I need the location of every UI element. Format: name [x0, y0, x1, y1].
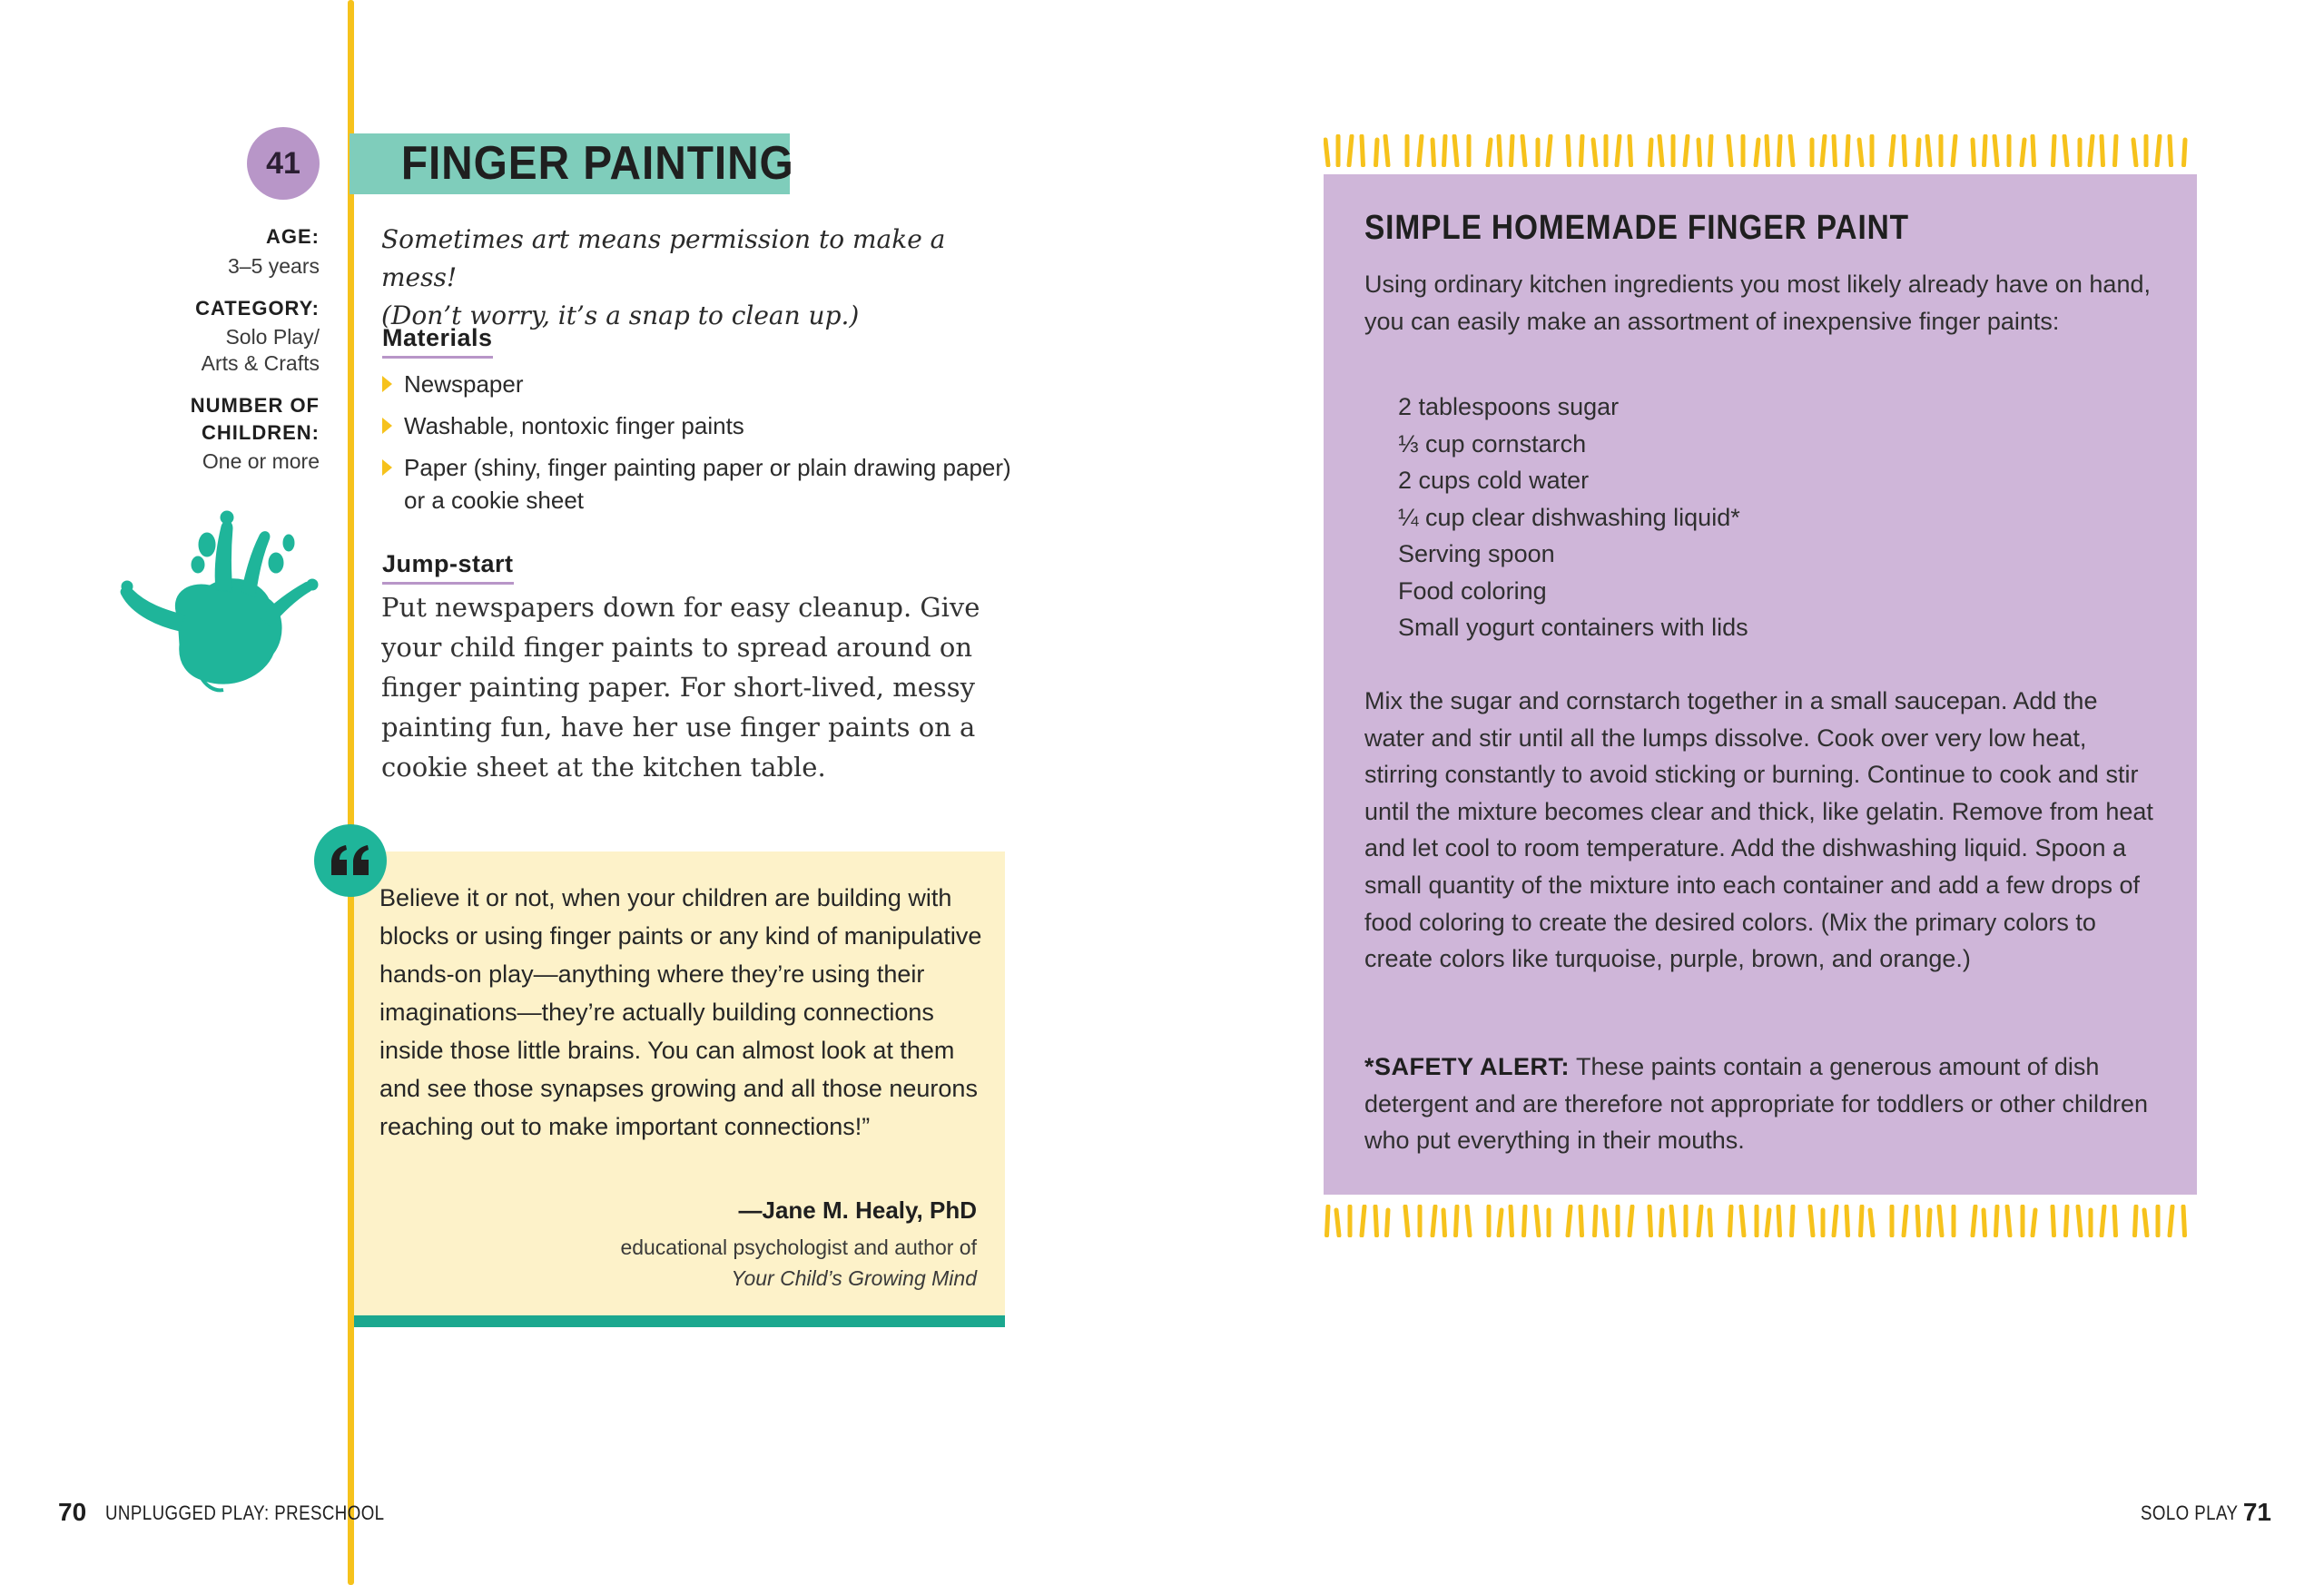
intro-line2: (Don’t worry, it’s a snap to clean up.): [381, 300, 860, 330]
triangle-bullet-icon: [382, 376, 392, 392]
hatch-mark: [1847, 136, 1849, 165]
hatch-mark: [1467, 1206, 1470, 1236]
age-label: AGE:: [266, 225, 320, 248]
quote-author-role: educational psychologist and author of: [620, 1236, 977, 1259]
hatch-mark: [2033, 1210, 2035, 1236]
jumpstart-heading: Jump-start: [382, 550, 514, 585]
hatch-mark: [1362, 136, 1364, 165]
hatch-mark: [2115, 136, 2117, 165]
hatch-mark: [1904, 1206, 1906, 1236]
hatch-mark: [1846, 1206, 1848, 1236]
hatch-mark: [1756, 140, 1758, 165]
left-page-number: 70: [58, 1498, 87, 1526]
activity-intro: [381, 221, 1017, 335]
jumpstart-text: Put newspapers down for easy cleanup. Give your child finger paints to spread around on finger painting paper. For short-lived, messy painting fun, have her use finger paints on a cookie sheet at the kitchen table.: [381, 592, 980, 783]
hatch-mark: [1728, 136, 1731, 165]
quote-attribution: [620, 1232, 977, 1294]
hatch-mark: [1973, 1206, 1975, 1236]
hatch-mark: [1927, 136, 1930, 165]
hatch-mark: [1433, 140, 1434, 165]
hatch-mark: [2090, 136, 2093, 165]
hatch-mark: [1349, 136, 1352, 165]
hatch-mark: [1488, 140, 1491, 165]
hatch-mark: [1548, 136, 1551, 165]
hatch-mark: [1327, 1206, 1329, 1236]
hatch-mark: [1387, 1210, 1389, 1236]
hatch-mark: [1536, 1206, 1539, 1236]
hatch-mark: [2157, 136, 2160, 165]
safety-alert-text: These paints contain a generous amount of dish detergent and are therefore not appropriate for toddlers or other children who put everything in their mouths.: [1364, 1053, 2149, 1155]
hatch-mark: [1499, 136, 1501, 165]
hatch-mark: [1454, 136, 1457, 165]
hatch-mark: [1996, 1206, 1998, 1236]
hatch-mark: [2144, 1210, 2147, 1236]
hatch-mark: [1685, 136, 1688, 165]
hatch-mark: [2184, 140, 2186, 165]
hatch-mark: [1325, 140, 1328, 165]
hatch-mark: [1362, 1206, 1364, 1236]
hatch-mark: [1568, 1206, 1571, 1236]
hatch-mark: [2033, 136, 2034, 165]
hatch-mark: [1661, 1210, 1663, 1236]
hatch-mark: [1511, 1206, 1512, 1236]
hatch-mark: [1499, 1210, 1502, 1236]
safety-alert-label: *SAFETY ALERT:: [1364, 1053, 1571, 1080]
category-value-line1: Solo Play/: [225, 325, 320, 349]
hatch-mark: [1419, 136, 1422, 165]
list-item: Newspaper: [382, 368, 1000, 400]
hatch-mark: [1650, 140, 1652, 165]
hatch-mark: [1456, 1206, 1458, 1236]
hatch-mark: [1861, 1206, 1863, 1236]
intro-line1: Sometimes art means permission to make a mess!: [381, 224, 946, 292]
hatch-mark: [1710, 136, 1712, 165]
hatch-mark: [2114, 1206, 2116, 1236]
list-item: Small yogurt containers with lids: [1398, 614, 1748, 641]
hatch-mark: [1593, 140, 1596, 165]
hatch-mark: [1859, 140, 1862, 165]
hatch-mark: [1790, 136, 1793, 165]
hatch-mark: [1443, 1210, 1445, 1236]
handprint-icon: [114, 508, 323, 694]
hatch-mark: [1917, 1206, 1919, 1236]
hatch-mark: [1929, 1210, 1931, 1236]
hatch-mark: [1524, 1206, 1526, 1236]
hatch-mark: [1595, 1206, 1597, 1236]
recipe-title: SIMPLE HOMEMADE FINGER PAINT: [1364, 209, 1909, 247]
children-value: One or more: [202, 449, 320, 473]
hatch-mark: [1433, 1206, 1435, 1236]
hatch-mark: [2102, 136, 2103, 165]
hatch-mark: [1604, 1210, 1607, 1236]
hatch-mark: [2170, 1206, 2172, 1236]
ingredients-list: [1398, 389, 1748, 646]
children-label-line1: NUMBER OF: [190, 394, 320, 417]
hatch-mark: [1581, 1206, 1582, 1236]
hatch-mark: [1767, 1210, 1769, 1236]
hatch-mark: [2133, 140, 2136, 165]
hatch-mark: [1617, 136, 1620, 165]
activity-title: FINGER PAINTING: [400, 137, 794, 190]
list-item: 2 cups cold water: [1398, 467, 1590, 494]
list-item: Serving spoon: [1398, 540, 1555, 567]
quote-book-title: Your Child’s Growing Mind: [731, 1266, 977, 1290]
hatch-mark: [2102, 1206, 2104, 1236]
hatch-mark: [1822, 136, 1825, 165]
list-item: ⅓ cup cornstarch: [1398, 429, 1587, 458]
list-item: ¼ cup clear dishwashing liquid*: [1398, 503, 1740, 531]
hatch-mark: [2064, 136, 2067, 165]
hatch-mark: [2170, 136, 2171, 165]
page-divider-rule: [348, 0, 354, 1585]
decorative-hatch-top: [1324, 134, 2195, 167]
triangle-bullet-icon: [382, 459, 392, 476]
hatch-mark: [1581, 136, 1583, 165]
hatch-mark: [2053, 1206, 2054, 1236]
hatch-mark: [1630, 1206, 1632, 1236]
triangle-bullet-icon: [382, 418, 392, 434]
hatch-mark: [1671, 1206, 1674, 1236]
quote-box-bottom-bar: [354, 1315, 1005, 1327]
list-item: Washable, nontoxic finger paints: [382, 409, 1000, 442]
hatch-mark: [2078, 1206, 2081, 1236]
list-item: 2 tablespoons sugar: [1398, 393, 1620, 420]
hatch-mark: [1630, 136, 1631, 165]
hatch-mark: [1904, 136, 1905, 165]
hatch-mark: [1984, 136, 1986, 165]
decorative-hatch-bottom: [1324, 1205, 2195, 1237]
list-item: Food coloring: [1398, 576, 1547, 605]
hatch-mark: [1973, 140, 1974, 165]
recipe-intro: Using ordinary kitchen ingredients you most likely already have on hand, you can easily make an assortment of inexpensive finger paints:: [1364, 271, 2151, 335]
hatch-mark: [1778, 1206, 1780, 1236]
hatch-mark: [1444, 136, 1446, 165]
activity-number-badge: 41: [247, 127, 320, 200]
hatch-mark: [1834, 1206, 1837, 1236]
quote-text: Believe it or not, when your children are building with blocks or using finger paints or any kind of manipulative hands-on play—anything where they’re using their imaginations—they’re actually building connections inside those little brains. You can almost look at them and see those synapses growing and all those neurons reaching out to make important connections!”: [379, 884, 982, 1140]
category-label: CATEGORY:: [195, 297, 320, 320]
quote-author: —Jane M. Healy, PhD: [738, 1196, 977, 1224]
hatch-mark: [1699, 1206, 1701, 1236]
age-value: 3–5 years: [227, 254, 320, 278]
hatch-mark: [1512, 136, 1513, 165]
hatch-mark: [1939, 1206, 1942, 1236]
hatch-mark: [2007, 1206, 2010, 1236]
hatch-mark: [1659, 136, 1662, 165]
hatch-mark: [1891, 136, 1894, 165]
hatch-mark: [1779, 136, 1781, 165]
hatch-mark: [1375, 1206, 1377, 1236]
hatch-mark: [2135, 1206, 2137, 1236]
hatch-mark: [2066, 1206, 2068, 1236]
right-running-head: SOLO PLAY: [2140, 1501, 2238, 1524]
hatch-mark: [1994, 136, 1997, 165]
hatch-mark: [1730, 1206, 1732, 1236]
safety-alert: [1364, 1048, 2163, 1159]
hatch-mark: [1709, 1210, 1711, 1236]
hatch-mark: [1741, 1206, 1744, 1236]
category-value-line2: Arts & Crafts: [201, 351, 320, 375]
hatch-mark: [1405, 1206, 1408, 1236]
list-item: Paper (shiny, finger painting paper or plain drawing paper) or a cookie sheet: [382, 451, 1021, 517]
hatch-mark: [1699, 140, 1700, 165]
hatch-mark: [1834, 136, 1836, 165]
hatch-mark: [1336, 1210, 1339, 1236]
hatch-mark: [2022, 140, 2024, 165]
right-page-number: 71: [2242, 1498, 2271, 1526]
hatch-mark: [2183, 1206, 2185, 1236]
hatch-mark: [1953, 136, 1955, 165]
hatch-mark: [1984, 1210, 1985, 1236]
left-running-head: UNPLUGGED PLAY: PRESCHOOL: [105, 1501, 385, 1524]
materials-list: [382, 368, 1011, 526]
hatch-mark: [2053, 136, 2055, 165]
hatch-mark: [1649, 1206, 1651, 1236]
recipe-method: Mix the sugar and cornstarch together in a small saucepan. Add the water and stir until all the lumps dissolve. Cook over very low heat, stirring constantly to avoid sticking or burning. Continue to cook and stir until the mixture becomes clear and thick, like gelatin. Remove from heat and let cool to room temperature. Add the dishwashing liquid. Spoon a small quantity of the mixture into each container and add a few drops of food coloring to create the desired colors. (Mix the primary colors to create colors like turquoise, purple, brown, and orange.): [1364, 687, 2153, 973]
hatch-mark: [1385, 136, 1388, 165]
quote-marks-icon: [314, 824, 387, 897]
hatch-mark: [1376, 140, 1378, 165]
hatch-mark: [1568, 136, 1570, 165]
materials-heading: Materials: [382, 324, 493, 359]
hatch-mark: [1792, 1206, 1794, 1236]
hatch-mark: [1870, 1210, 1873, 1236]
hatch-mark: [1918, 140, 1920, 165]
hatch-mark: [1767, 136, 1768, 165]
hatch-mark: [1810, 1206, 1813, 1236]
children-label-line2: CHILDREN:: [202, 421, 320, 444]
hatch-mark: [1522, 136, 1525, 165]
